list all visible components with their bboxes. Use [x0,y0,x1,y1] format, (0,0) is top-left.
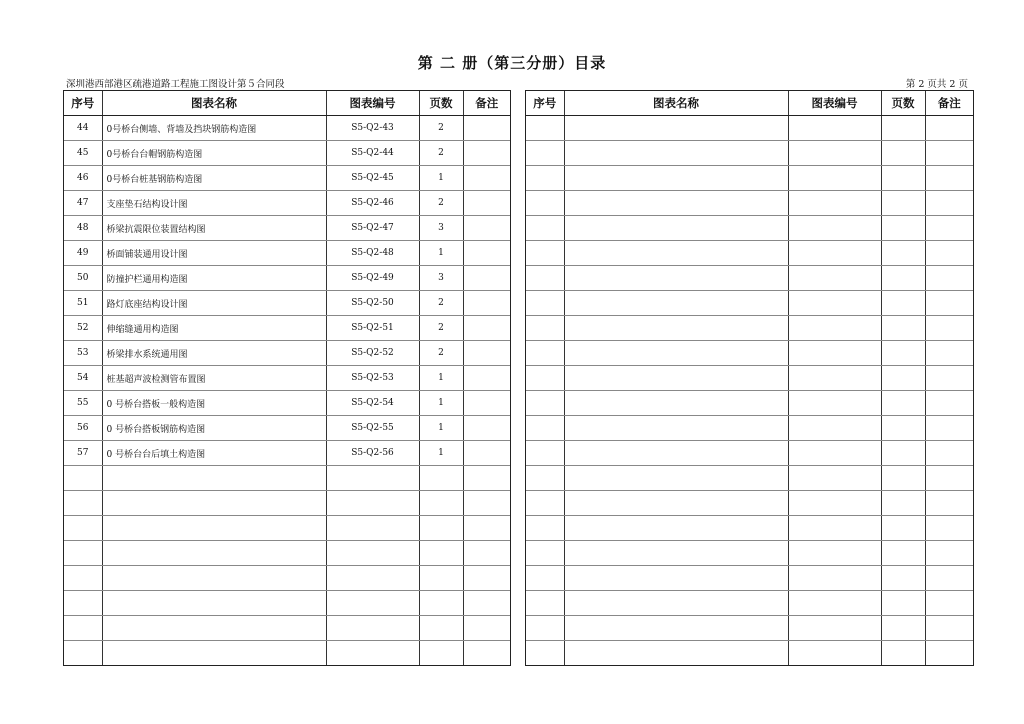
cell-no [526,491,564,516]
table-row [526,366,973,391]
col-header-pages: 页数 [419,91,463,116]
cell-notes [925,641,973,666]
cell-name [564,341,788,366]
cell-pages [881,316,925,341]
cell-pages: 3 [419,216,463,241]
cell-name [564,191,788,216]
cell-notes [463,516,510,541]
cell-code [788,566,881,591]
cell-code [788,291,881,316]
cell-notes [925,591,973,616]
cell-pages: 2 [419,341,463,366]
table-row [64,191,510,216]
table-row [64,516,510,541]
table-row [526,466,973,491]
cell-notes [463,216,510,241]
cell-notes [463,241,510,266]
cell-name [564,516,788,541]
cell-no [526,216,564,241]
project-subtitle: 深圳港西部港区疏港道路工程施工图设计第５合同段 [66,79,285,90]
table-body-left [64,116,510,666]
cell-no: 49 [64,241,102,266]
cell-pages [881,491,925,516]
cell-no [64,591,102,616]
cell-name [102,541,326,566]
cell-code [788,616,881,641]
cell-no [526,466,564,491]
cell-name [102,491,326,516]
cell-no: 53 [64,341,102,366]
cell-notes [463,266,510,291]
cell-name [102,466,326,491]
col-header-code: 图表编号 [788,91,881,116]
cell-code [788,416,881,441]
cell-pages [881,566,925,591]
cell-code: S5-Q2-54 [326,391,419,416]
cell-code [788,316,881,341]
table-row [64,141,510,166]
cell-notes [463,166,510,191]
cell-name [564,116,788,141]
table-header-row [64,91,510,116]
cell-no [64,641,102,666]
cell-pages: 1 [419,366,463,391]
table-row [526,491,973,516]
cell-notes [925,291,973,316]
cell-notes [925,491,973,516]
cell-pages: 1 [419,441,463,466]
cell-pages [881,266,925,291]
cell-no [526,116,564,141]
cell-notes [925,541,973,566]
cell-code [788,266,881,291]
table-row [526,316,973,341]
cell-code: S5-Q2-44 [326,141,419,166]
cell-code [788,391,881,416]
cell-code: S5-Q2-49 [326,266,419,291]
cell-notes [463,591,510,616]
cell-pages: 2 [419,116,463,141]
table-row [526,591,973,616]
cell-notes [925,616,973,641]
table-row [64,541,510,566]
cell-no [526,641,564,666]
cell-pages [881,241,925,266]
cell-no: 44 [64,116,102,141]
cell-name [564,416,788,441]
cell-no [526,591,564,616]
cell-code [788,216,881,241]
table-row [64,266,510,291]
cell-code [326,591,419,616]
table-row [526,241,973,266]
cell-pages [881,591,925,616]
table-row [64,616,510,641]
cell-notes [463,466,510,491]
table-row [64,241,510,266]
cell-pages [419,516,463,541]
cell-name: 路灯底座结构设计图 [102,291,326,316]
cell-name: 防撞护栏通用构造图 [102,266,326,291]
cell-name: 支座垫石结构设计图 [102,191,326,216]
cell-no: 55 [64,391,102,416]
table-row [64,366,510,391]
cell-pages [881,441,925,466]
cell-code [788,641,881,666]
cell-notes [925,241,973,266]
cell-notes [925,466,973,491]
cell-no [64,466,102,491]
cell-pages [881,391,925,416]
cell-code [788,541,881,566]
cell-name: 0号桥台台帽钢筋构造图 [102,141,326,166]
cell-no [526,391,564,416]
table-row [64,291,510,316]
cell-no [526,441,564,466]
cell-name: 桥梁排水系统通用图 [102,341,326,366]
cell-pages: 3 [419,266,463,291]
cell-notes [925,441,973,466]
cell-notes [463,566,510,591]
table-row [526,116,973,141]
cell-no [526,566,564,591]
cell-name [564,566,788,591]
cell-code: S5-Q2-46 [326,191,419,216]
cell-code [326,541,419,566]
cell-pages [419,616,463,641]
cell-notes [463,616,510,641]
cell-no [64,516,102,541]
cell-code [788,516,881,541]
cell-pages: 2 [419,291,463,316]
cell-name: 0号桥台桩基钢筋构造图 [102,166,326,191]
cell-code: S5-Q2-52 [326,341,419,366]
col-header-pages: 页数 [881,91,925,116]
table-row [64,316,510,341]
cell-pages: 1 [419,166,463,191]
table-row [64,641,510,666]
table-row [526,641,973,666]
cell-notes [463,541,510,566]
cell-name [564,366,788,391]
cell-code: S5-Q2-53 [326,366,419,391]
page-info: 第 2 页共 2 页 [905,79,968,90]
table-row [526,441,973,466]
cell-no: 48 [64,216,102,241]
cell-no [526,141,564,166]
cell-no [526,166,564,191]
cell-pages [881,616,925,641]
cell-name [102,516,326,541]
table-row [526,266,973,291]
cell-notes [463,391,510,416]
cell-code [788,241,881,266]
cell-notes [925,141,973,166]
cell-pages [419,466,463,491]
table-row [526,291,973,316]
cell-code [788,341,881,366]
cell-name: 伸缩缝通用构造图 [102,316,326,341]
cell-pages: 1 [419,416,463,441]
cell-no: 52 [64,316,102,341]
table-header-row [526,91,973,116]
cell-no: 56 [64,416,102,441]
cell-pages: 2 [419,141,463,166]
cell-no [526,541,564,566]
cell-code: S5-Q2-47 [326,216,419,241]
cell-name [564,241,788,266]
cell-name [564,266,788,291]
cell-name [564,391,788,416]
cell-pages [881,291,925,316]
cell-name [564,216,788,241]
cell-code: S5-Q2-45 [326,166,419,191]
cell-code [788,191,881,216]
cell-name [564,316,788,341]
cell-notes [925,566,973,591]
cell-no [526,316,564,341]
table-row [64,341,510,366]
cell-code [326,516,419,541]
cell-code [788,116,881,141]
cell-no [526,291,564,316]
cell-no [526,191,564,216]
col-header-no: 序号 [64,91,102,116]
cell-no [64,566,102,591]
cell-no [526,341,564,366]
table-row [526,166,973,191]
cell-pages [881,166,925,191]
cell-code [788,491,881,516]
table-row [64,591,510,616]
cell-name [102,641,326,666]
cell-notes [463,491,510,516]
cell-pages [881,116,925,141]
cell-name: 0号桥台侧墙、背墙及挡块钢筋构造图 [102,116,326,141]
catalog-table-right [525,90,974,666]
cell-no: 51 [64,291,102,316]
catalog-title: 第 二 册（第三分册）目录 [417,54,607,72]
col-header-no: 序号 [526,91,564,116]
cell-pages [881,516,925,541]
cell-notes [463,416,510,441]
cell-code: S5-Q2-55 [326,416,419,441]
cell-name: 桥面铺装通用设计图 [102,241,326,266]
catalog-table-left [63,90,511,666]
table-row [64,441,510,466]
cell-name: 桩基超声波检测管布置图 [102,366,326,391]
cell-notes [463,191,510,216]
cell-pages [419,641,463,666]
cell-notes [925,216,973,241]
cell-notes [463,441,510,466]
cell-pages [881,541,925,566]
cell-pages [419,541,463,566]
cell-name: 0 号桥台台后填土构造图 [102,441,326,466]
cell-notes [463,641,510,666]
cell-pages [419,591,463,616]
table-row [64,416,510,441]
table-row [526,141,973,166]
cell-name [102,566,326,591]
cell-pages [881,366,925,391]
cell-code [788,166,881,191]
cell-code [326,641,419,666]
table-row [64,566,510,591]
cell-no: 46 [64,166,102,191]
cell-code [788,441,881,466]
cell-notes [925,516,973,541]
cell-no: 45 [64,141,102,166]
cell-code: S5-Q2-50 [326,291,419,316]
table-row [64,166,510,191]
cell-notes [925,341,973,366]
cell-name [564,541,788,566]
cell-notes [925,266,973,291]
cell-name [564,466,788,491]
cell-no [526,366,564,391]
col-header-name: 图表名称 [564,91,788,116]
cell-code [788,466,881,491]
cell-pages [881,341,925,366]
cell-pages: 2 [419,191,463,216]
table-row [64,466,510,491]
table-row [526,541,973,566]
cell-code [788,141,881,166]
cell-notes [925,416,973,441]
cell-notes [463,316,510,341]
cell-no: 54 [64,366,102,391]
cell-no: 50 [64,266,102,291]
table-row [526,341,973,366]
cell-name [564,141,788,166]
cell-name: 0 号桥台搭板钢筋构造图 [102,416,326,441]
cell-name [564,291,788,316]
cell-name [102,616,326,641]
cell-name [564,591,788,616]
table-row [526,216,973,241]
table-row [64,491,510,516]
cell-pages [881,141,925,166]
cell-name [102,591,326,616]
table-row [526,416,973,441]
cell-no [526,266,564,291]
cell-code: S5-Q2-56 [326,441,419,466]
cell-notes [925,391,973,416]
cell-name [564,491,788,516]
cell-code [326,566,419,591]
table-row [526,391,973,416]
cell-pages: 1 [419,241,463,266]
table-row [526,516,973,541]
cell-notes [925,316,973,341]
cell-notes [925,166,973,191]
cell-notes [925,191,973,216]
table-row [526,566,973,591]
cell-notes [463,116,510,141]
col-header-code: 图表编号 [326,91,419,116]
cell-code: S5-Q2-51 [326,316,419,341]
cell-pages [881,466,925,491]
table-row [526,616,973,641]
table-row [64,116,510,141]
table-body-right [526,116,973,666]
cell-no [64,541,102,566]
cell-code [326,466,419,491]
table-row [64,216,510,241]
cell-no: 47 [64,191,102,216]
cell-name [564,616,788,641]
cell-notes [463,291,510,316]
cell-code [326,616,419,641]
cell-pages: 1 [419,391,463,416]
cell-pages [881,191,925,216]
cell-no [64,491,102,516]
cell-notes [925,366,973,391]
cell-name [564,166,788,191]
cell-no [526,241,564,266]
cell-pages [881,416,925,441]
cell-notes [463,366,510,391]
cell-pages [881,216,925,241]
cell-code [326,491,419,516]
cell-code: S5-Q2-48 [326,241,419,266]
cell-name: 桥梁抗震限位装置结构图 [102,216,326,241]
cell-no [526,616,564,641]
cell-notes [463,341,510,366]
cell-no [526,516,564,541]
table-row [526,191,973,216]
cell-pages [419,566,463,591]
col-header-notes: 备注 [925,91,973,116]
cell-no [64,616,102,641]
cell-notes [463,141,510,166]
col-header-notes: 备注 [463,91,510,116]
cell-name [564,641,788,666]
cell-notes [925,116,973,141]
cell-pages [881,641,925,666]
cell-code: S5-Q2-43 [326,116,419,141]
cell-no: 57 [64,441,102,466]
cell-name [564,441,788,466]
col-header-name: 图表名称 [102,91,326,116]
cell-code [788,591,881,616]
cell-no [526,416,564,441]
cell-code [788,366,881,391]
cell-pages: 2 [419,316,463,341]
cell-pages [419,491,463,516]
cell-name: 0 号桥台搭板一般构造图 [102,391,326,416]
table-row [64,391,510,416]
